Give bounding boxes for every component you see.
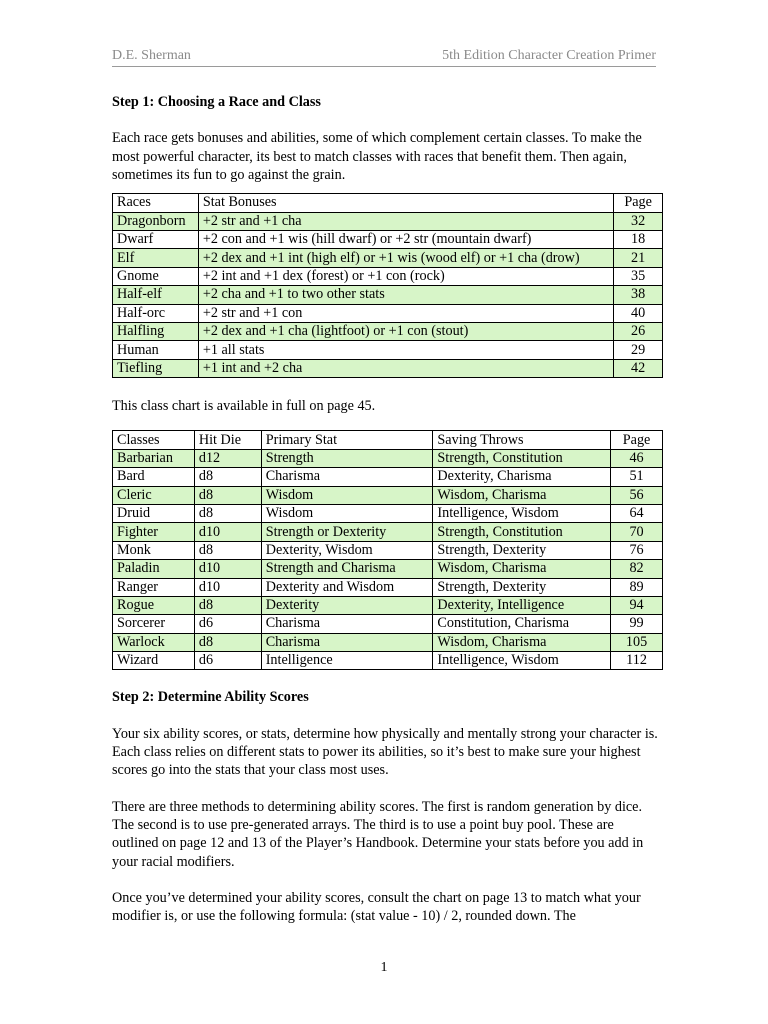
- race-header-cell: Page: [614, 194, 663, 212]
- header-author: D.E. Sherman: [112, 48, 191, 63]
- race-page-cell: 38: [614, 286, 663, 304]
- class-row: [113, 578, 663, 596]
- class-saving-throws-cell: Strength, Dexterity: [433, 578, 611, 596]
- class-table: [112, 430, 663, 670]
- class-saving-throws-cell: Dexterity, Charisma: [433, 468, 611, 486]
- class-header-cell: Hit Die: [194, 431, 261, 449]
- class-primary-stat-cell: Charisma: [261, 633, 433, 651]
- class-saving-throws-cell: Wisdom, Charisma: [433, 633, 611, 651]
- race-name-cell: Half-elf: [113, 286, 199, 304]
- race-row: [113, 286, 663, 304]
- class-saving-throws-cell: Strength, Dexterity: [433, 541, 611, 559]
- class-name-cell: Cleric: [113, 486, 195, 504]
- page-header: [112, 46, 656, 67]
- class-saving-throws-cell: Intelligence, Wisdom: [433, 504, 611, 522]
- race-name-cell: Elf: [113, 249, 199, 267]
- class-header-cell: Classes: [113, 431, 195, 449]
- class-name-cell: Ranger: [113, 578, 195, 596]
- class-page-cell: 70: [611, 523, 663, 541]
- race-name-cell: Human: [113, 341, 199, 359]
- class-primary-stat-cell: Intelligence: [261, 652, 433, 670]
- step1-intro: Each race gets bonuses and abilities, some of which complement certain classes. To make the most powerful character, its best to match classes with races that benefit them. Then again, sometimes its fun to go against the grain.: [112, 130, 642, 183]
- race-table: [112, 193, 663, 378]
- class-row: [113, 468, 663, 486]
- race-name-cell: Dwarf: [113, 230, 199, 248]
- race-page-cell: 21: [614, 249, 663, 267]
- race-page-cell: 18: [614, 230, 663, 248]
- race-header-cell: Races: [113, 194, 199, 212]
- race-row: [113, 267, 663, 285]
- class-hitdie-cell: d10: [194, 560, 261, 578]
- class-header-cell: Page: [611, 431, 663, 449]
- class-page-cell: 51: [611, 468, 663, 486]
- class-page-cell: 89: [611, 578, 663, 596]
- class-header-cell: Primary Stat: [261, 431, 433, 449]
- race-table-header: [113, 194, 663, 212]
- class-hitdie-cell: d8: [194, 504, 261, 522]
- class-row: [113, 615, 663, 633]
- class-page-cell: 46: [611, 449, 663, 467]
- race-page-cell: 40: [614, 304, 663, 322]
- race-bonus-cell: +2 con and +1 wis (hill dwarf) or +2 str (mountain dwarf): [198, 230, 613, 248]
- class-saving-throws-cell: Strength, Constitution: [433, 523, 611, 541]
- race-bonus-cell: +1 all stats: [198, 341, 613, 359]
- class-hitdie-cell: d8: [194, 541, 261, 559]
- class-name-cell: Fighter: [113, 523, 195, 541]
- race-bonus-cell: +2 str and +1 cha: [198, 212, 613, 230]
- class-primary-stat-cell: Strength: [261, 449, 433, 467]
- race-page-cell: 32: [614, 212, 663, 230]
- class-name-cell: Rogue: [113, 596, 195, 614]
- race-page-cell: 35: [614, 267, 663, 285]
- class-primary-stat-cell: Charisma: [261, 615, 433, 633]
- class-row: [113, 560, 663, 578]
- class-hitdie-cell: d12: [194, 449, 261, 467]
- race-page-cell: 26: [614, 322, 663, 340]
- class-row: [113, 541, 663, 559]
- class-hitdie-cell: d10: [194, 523, 261, 541]
- class-row: [113, 633, 663, 651]
- class-saving-throws-cell: Wisdom, Charisma: [433, 486, 611, 504]
- race-bonus-cell: +1 int and +2 cha: [198, 359, 613, 377]
- class-hitdie-cell: d8: [194, 486, 261, 504]
- race-name-cell: Gnome: [113, 267, 199, 285]
- class-header-cell: Saving Throws: [433, 431, 611, 449]
- race-row: [113, 341, 663, 359]
- class-chart-note: This class chart is available in full on page 45.: [112, 398, 376, 415]
- class-name-cell: Druid: [113, 504, 195, 522]
- class-hitdie-cell: d10: [194, 578, 261, 596]
- header-title: 5th Edition Character Creation Primer: [442, 48, 656, 63]
- race-row: [113, 230, 663, 248]
- class-hitdie-cell: d8: [194, 596, 261, 614]
- class-page-cell: 56: [611, 486, 663, 504]
- class-page-cell: 105: [611, 633, 663, 651]
- race-row: [113, 359, 663, 377]
- class-page-cell: 99: [611, 615, 663, 633]
- class-hitdie-cell: d8: [194, 633, 261, 651]
- race-row: [113, 322, 663, 340]
- race-bonus-cell: +2 dex and +1 cha (lightfoot) or +1 con (stout): [198, 322, 613, 340]
- class-saving-throws-cell: Constitution, Charisma: [433, 615, 611, 633]
- race-page-cell: 42: [614, 359, 663, 377]
- class-name-cell: Paladin: [113, 560, 195, 578]
- step2-paragraph-3: Once you’ve determined your ability scores, consult the chart on page 13 to match what your modifier is, or use the following formula: (stat value - 10) / 2, rounded down. The: [112, 889, 641, 925]
- class-saving-throws-cell: Wisdom, Charisma: [433, 560, 611, 578]
- class-row: [113, 523, 663, 541]
- step2-heading: Step 2: Determine Ability Scores: [112, 689, 309, 706]
- class-page-cell: 64: [611, 504, 663, 522]
- race-bonus-cell: +2 str and +1 con: [198, 304, 613, 322]
- race-row: [113, 212, 663, 230]
- race-bonus-cell: +2 dex and +1 int (high elf) or +1 wis (wood elf) or +1 cha (drow): [198, 249, 613, 267]
- race-row: [113, 304, 663, 322]
- race-bonus-cell: +2 cha and +1 to two other stats: [198, 286, 613, 304]
- class-primary-stat-cell: Strength or Dexterity: [261, 523, 433, 541]
- page-number: 1: [380, 960, 388, 975]
- class-hitdie-cell: d6: [194, 615, 261, 633]
- class-saving-throws-cell: Dexterity, Intelligence: [433, 596, 611, 614]
- race-row: [113, 249, 663, 267]
- class-row: [113, 486, 663, 504]
- class-page-cell: 82: [611, 560, 663, 578]
- class-saving-throws-cell: Strength, Constitution: [433, 449, 611, 467]
- step1-heading: Step 1: Choosing a Race and Class: [112, 94, 321, 110]
- class-saving-throws-cell: Intelligence, Wisdom: [433, 652, 611, 670]
- class-name-cell: Wizard: [113, 652, 195, 670]
- class-row: [113, 449, 663, 467]
- class-primary-stat-cell: Dexterity, Wisdom: [261, 541, 433, 559]
- class-primary-stat-cell: Charisma: [261, 468, 433, 486]
- class-hitdie-cell: d6: [194, 652, 261, 670]
- class-page-cell: 76: [611, 541, 663, 559]
- class-row: [113, 596, 663, 614]
- class-primary-stat-cell: Wisdom: [261, 486, 433, 504]
- class-row: [113, 504, 663, 522]
- document-body: [112, 93, 662, 925]
- class-name-cell: Barbarian: [113, 449, 195, 467]
- race-header-cell: Stat Bonuses: [198, 194, 613, 212]
- class-name-cell: Sorcerer: [113, 615, 195, 633]
- race-bonus-cell: +2 int and +1 dex (forest) or +1 con (rock): [198, 267, 613, 285]
- race-name-cell: Tiefling: [113, 359, 199, 377]
- class-name-cell: Bard: [113, 468, 195, 486]
- race-page-cell: 29: [614, 341, 663, 359]
- race-name-cell: Dragonborn: [113, 212, 199, 230]
- class-page-cell: 94: [611, 596, 663, 614]
- class-primary-stat-cell: Wisdom: [261, 504, 433, 522]
- class-name-cell: Monk: [113, 541, 195, 559]
- class-page-cell: 112: [611, 652, 663, 670]
- class-hitdie-cell: d8: [194, 468, 261, 486]
- race-name-cell: Half-orc: [113, 304, 199, 322]
- class-primary-stat-cell: Dexterity: [261, 596, 433, 614]
- step2-paragraph-2: There are three methods to determining ability scores. The first is random generation by dice. The second is to use pre-generated arrays. The third is to use a point buy pool. These are outlined on page 12 and 13 of the Player’s Handbook. Determine your stats before you add in your racial modifiers.: [112, 798, 644, 870]
- class-row: [113, 652, 663, 670]
- class-name-cell: Warlock: [113, 633, 195, 651]
- class-table-header: [113, 431, 663, 449]
- class-primary-stat-cell: Dexterity and Wisdom: [261, 578, 433, 596]
- class-primary-stat-cell: Strength and Charisma: [261, 560, 433, 578]
- race-name-cell: Halfling: [113, 322, 199, 340]
- step2-paragraph-1: Your six ability scores, or stats, determine how physically and mentally strong your character is. Each class relies on different stats to power its abilities, so it’s best to make sure your highest scores go into the stats that your class most uses.: [112, 725, 658, 779]
